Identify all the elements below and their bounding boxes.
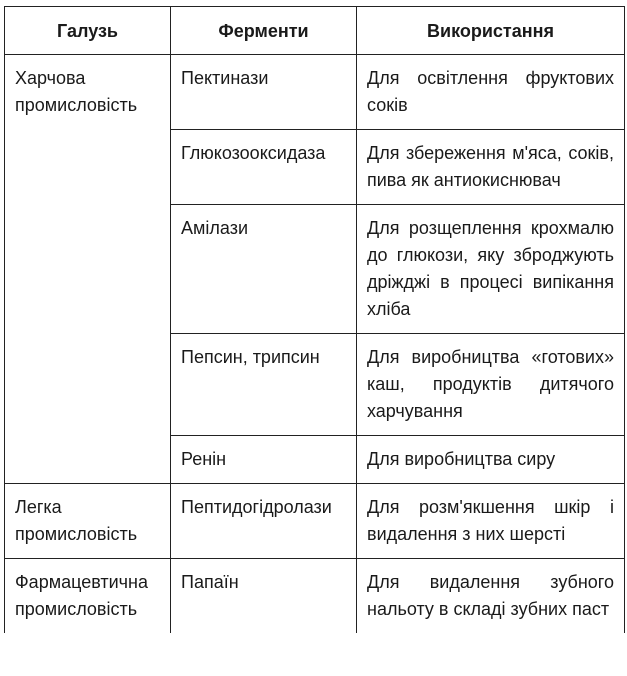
usage-cell: Для збереження м'яса, соків, пива як антиокиснювач [357, 130, 625, 205]
table-row [5, 559, 625, 634]
header-row [5, 7, 625, 55]
usage-cell: Для виробництва сиру [357, 436, 625, 484]
usage-cell: Для розщеплення крохмалю до глюкози, яку зброджують дріжджі в процесі випікання хліба [357, 205, 625, 334]
header-enzymes: Ферменти [171, 7, 357, 55]
usage-cell: Для видалення зубного нальоту в складі зубних паст [357, 559, 625, 634]
enzyme-cell: Пепсин, трипсин [171, 334, 357, 436]
usage-cell: Для освітлення фруктових соків [357, 55, 625, 130]
table-row [5, 484, 625, 559]
usage-cell: Для розм'якшення шкір і видалення з них шерсті [357, 484, 625, 559]
enzyme-cell: Папаїн [171, 559, 357, 634]
enzyme-cell: Пектинази [171, 55, 357, 130]
field-cell: Харчова промисловість [5, 55, 171, 484]
header-field: Галузь [5, 7, 171, 55]
enzymes-table [4, 6, 625, 633]
enzyme-cell: Пептидогідролази [171, 484, 357, 559]
field-cell: Легка промисловість [5, 484, 171, 559]
enzyme-cell: Ренін [171, 436, 357, 484]
table-row [5, 55, 625, 130]
field-cell: Фармацевтична промисловість [5, 559, 171, 634]
enzyme-cell: Глюкозооксидаза [171, 130, 357, 205]
enzyme-cell: Амілази [171, 205, 357, 334]
usage-cell: Для виробництва «готових» каш, продуктів дитячого харчування [357, 334, 625, 436]
header-usage: Використання [357, 7, 625, 55]
